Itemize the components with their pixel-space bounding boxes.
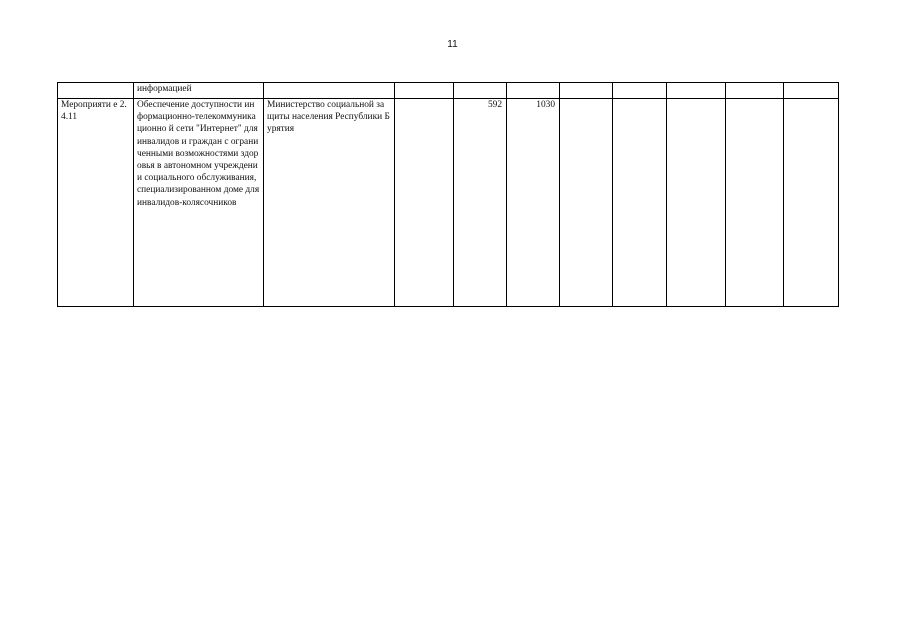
table-cell-description bbox=[134, 99, 264, 307]
table-cell-empty bbox=[507, 83, 560, 99]
table-cell-empty bbox=[667, 83, 726, 99]
value-2-text: 1030 bbox=[536, 100, 555, 110]
table-cell-value-2 bbox=[507, 99, 560, 307]
table-cell-executor bbox=[264, 83, 395, 99]
table-cell-description bbox=[134, 83, 264, 99]
table-cell-empty bbox=[784, 83, 839, 99]
table-cell-value-1 bbox=[454, 99, 507, 307]
executor-text: Министерство социальной защиты населения Республики Бурятия bbox=[267, 100, 390, 135]
table-cell-empty bbox=[726, 83, 784, 99]
table-cell-empty bbox=[560, 99, 613, 307]
table-cell-empty bbox=[613, 83, 667, 99]
table-row bbox=[58, 99, 839, 307]
value-1-text: 592 bbox=[487, 100, 502, 110]
activity-description-text: Обеспечение доступности информационно-телекоммуникационно й сети "Интернет" для инвалидов и граждан с ограниченными возможностями здоровья в автономном учреждении социального обслуживания, специализированном доме для инвалидов-колясочников bbox=[137, 100, 260, 208]
table-cell-empty bbox=[395, 83, 454, 99]
activity-number-text: Мероприяти е 2.4.11 bbox=[61, 100, 127, 123]
table-cell-empty bbox=[613, 99, 667, 307]
activities-table bbox=[57, 82, 839, 307]
table-cell-empty bbox=[667, 99, 726, 307]
table-cell-item bbox=[58, 83, 134, 99]
table-cell-empty bbox=[454, 83, 507, 99]
description-tail-text: информацией bbox=[137, 84, 192, 94]
table-cell-empty bbox=[726, 99, 784, 307]
table-cell-empty bbox=[784, 99, 839, 307]
table-cell-empty bbox=[395, 99, 454, 307]
table-row-continuation bbox=[58, 83, 839, 99]
table-cell-item bbox=[58, 99, 134, 307]
page-number: 11 bbox=[447, 39, 458, 50]
table-cell-executor bbox=[264, 99, 395, 307]
table-cell-empty bbox=[560, 83, 613, 99]
